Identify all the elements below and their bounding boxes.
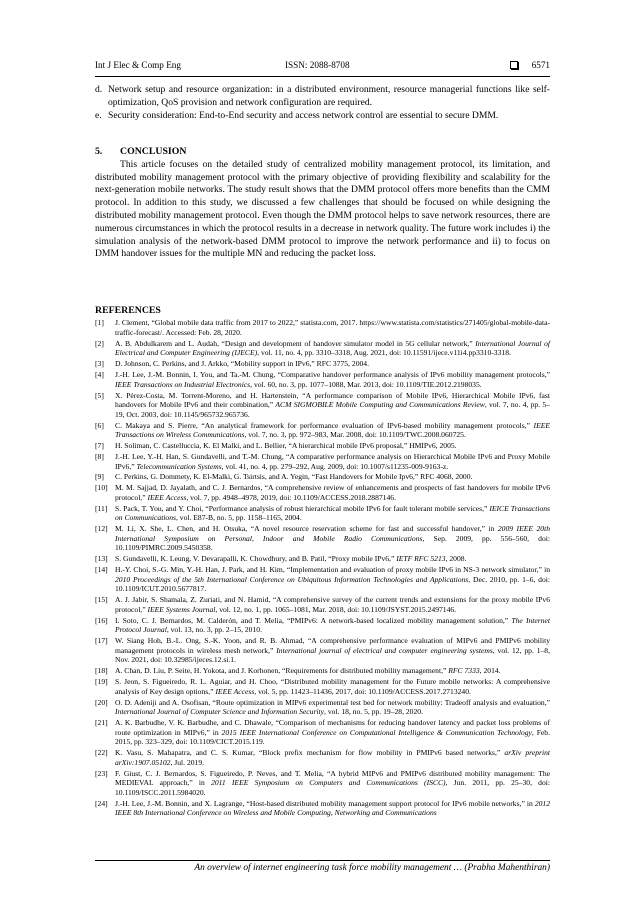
reference-text — [115, 677, 550, 696]
reference-item — [95, 391, 550, 420]
reference-number: [23] — [95, 768, 108, 778]
reference-text — [115, 718, 550, 747]
header-rule — [95, 76, 550, 77]
reference-details: , vol. E87-B, no. 5, pp. 1158–1165, 2004. — [175, 513, 302, 523]
reference-text — [115, 339, 550, 358]
reference-text — [115, 483, 550, 502]
footer-rule — [95, 860, 550, 861]
list-text: Network setup and resource organization: in a distributed environment, resource managerial functions like self-optimization, QoS provision and network configuration are required. — [108, 84, 550, 108]
reference-item — [95, 748, 550, 767]
reference-venue: arXiv preprint arXiv:1907.05102 — [115, 748, 550, 767]
reference-text — [115, 565, 550, 594]
reference-venue: International Journal of Computer Science and Information Security — [115, 707, 325, 717]
reference-text — [115, 452, 550, 471]
conclusion-paragraph: This article focuses on the detailed study of centralized mobility management protocol, its limitation, and distributed mobility management protocol with the primary objective of providing flexibility and scalability for the next-generation mobile networks. The study result shows that the DMM protocol offers more benefits than the CMM protocol. In addition to this study, we discussed a few challenges that should be focused on while designing the distributed mobility management protocol. Even though the DMM protocol helps to save network resources, there are numerous circumstances in which the protocol results in a decrease in network quality. The future work includes i) the simulation analysis of the network-based DMM protocol to improve the network performance and ii) to focus on DMM handover issues for the multiple MN and reducing the packet loss. — [95, 158, 550, 260]
reference-body: M. Li, X. She, L. Chen, and H. Otsuka, “A novel resource reservation scheme for fast and successful handover,” in — [115, 524, 498, 534]
reference-body: C. Perkins, G. Dommety, K. El-Malki, G. Tsirtsis, and A. Yegin, “Fast Handovers for Mobile Ipv6,” RFC 4068, 2000. — [115, 472, 473, 482]
reference-body: A. J. Jabir, S. Shamala, Z. Zuriati, and N. Hamid, “A comprehensive survey of the current trends and extensions for the proxy mobile IPv6 protocol,” — [115, 595, 550, 614]
reference-venue: 2012 IEEE 8th International Conference on Wireless and Mobile Computing, Networking and Communications — [115, 798, 550, 818]
reference-details: , vol. 60, no. 3, pp. 1077–1088, Mar. 2013, doi: 10.1109/TIE.2012.2198035. — [250, 379, 482, 389]
reference-item — [95, 421, 550, 440]
reference-number: [15] — [95, 595, 108, 605]
reference-body: S. Pack, T. You, and Y. Choi, “Performance analysis of robust hierarchical mobile IPv6 for fault tolerant mobile services,” — [115, 503, 490, 513]
reference-text — [115, 370, 550, 389]
list-item — [95, 84, 550, 109]
reference-details: , vol. 13, no. 3, pp. 2–15, 2010. — [166, 625, 262, 635]
list-marker: e. — [95, 110, 102, 122]
reference-number: [8] — [95, 452, 104, 461]
reference-number: [16] — [95, 615, 108, 625]
reference-item — [95, 339, 550, 358]
reference-body: J.-H. Lee, J.-M. Bonnin, and X. Lagrange, “Host-based distributed mobility management support protocol for IPv6 mobile networks,” in — [115, 798, 535, 808]
reference-venue: IEEE Systems Journal — [147, 604, 216, 614]
reference-body: W. Siang Hoh, B.-L. Ong, S.-K. Yoon, and R. B. Ahmad, “A comprehensive performance evaluation of MIPv6 and PMIPv6 mobility management protocols in wireless mesh network,” — [115, 636, 550, 655]
reference-item — [95, 565, 550, 594]
reference-text — [115, 441, 550, 451]
reference-details: , vol. 7, no. 3, pp. 972–983, Mar. 2008, doi: 10.1109/TWC.2008.060725. — [244, 430, 466, 440]
reference-venue: ACM SIGMOBILE Mobile Computing and Communications Review — [275, 400, 485, 410]
reference-details: , vol. 11, no. 4, pp. 3310–3318, Aug. 2021, doi: 10.11591/ijece.v11i4.pp3310-3318. — [257, 348, 511, 358]
reference-body: J.-H. Lee, J.-M. Bonnin, I. You, and Ta.-M. Chung, “Comparative handover performance analysis of IPv6 mobility management protocols,” — [115, 370, 550, 380]
reference-details: , Jun. 2011, pp. 25–30, doi: 10.1109/ISCC.2011.5984020. — [115, 778, 550, 797]
reference-details: , vol. 18, no. 5, pp. 19–28, 2020. — [324, 707, 423, 717]
reference-details: , Feb. 2015, pp. 323–329, doi: 10.1109/CICT.2015.119. — [115, 727, 550, 747]
reference-body: S. Gundavelli, K. Leung, V. Devarapalli, K. Chowdhury, and B. Patil, “Proxy mobile IPv6,” — [115, 554, 397, 564]
reference-item — [95, 359, 550, 369]
reference-body: J.-H. Lee, Y.-H. Han, S. Gundavelli, and T.-M. Chung, “A comparative performance analysis on Hierarchical Mobile IPv6 and Proxy Mobile IPv6,” — [115, 452, 550, 471]
reference-venue: 2010 Proceedings of the 5th International Conference on Ubiquitous Information Technologies and Applications — [115, 574, 469, 584]
reference-number: [7] — [95, 441, 104, 451]
reference-item — [95, 524, 550, 553]
reference-number: [9] — [95, 472, 104, 482]
section-title: CONCLUSION — [120, 145, 187, 157]
reference-text — [115, 799, 550, 818]
reference-number: [24] — [95, 798, 108, 808]
reference-number: [3] — [95, 359, 104, 369]
page-header — [95, 60, 550, 74]
reference-item — [95, 677, 550, 696]
reference-item — [95, 799, 550, 818]
reference-item — [95, 441, 550, 451]
reference-text — [115, 595, 550, 614]
reference-text — [115, 666, 550, 676]
reference-item — [95, 666, 550, 676]
reference-details: , Dec. 2010, pp. 1–6, doi: 10.1109/ICUT.2010.5677817. — [115, 574, 550, 594]
reference-item — [95, 718, 550, 747]
reference-number: [20] — [95, 697, 108, 707]
reference-item — [95, 483, 550, 502]
reference-body: C. Makaya and S. Pierre, “An analytical framework for performance evaluation of IPv6-based mobility management protocols,” — [115, 420, 534, 430]
reference-item — [95, 769, 550, 798]
reference-venue: IETF RFC 5213 — [396, 554, 446, 564]
reference-body: H. Soliman, C. Castelluccia, K. El Malki, and L. Bellier, “A hierarchical mobile IPv6 proposal,” HMIPv6, 2005. — [115, 441, 457, 451]
reference-venue: 2011 IEEE Symposium on Computers and Communications (ISCC) — [211, 778, 446, 788]
reference-venue: IEEE Access — [215, 686, 255, 696]
reference-list — [95, 318, 550, 818]
conclusion-heading — [95, 146, 550, 157]
section-number: 5. — [95, 145, 103, 157]
reference-number: [19] — [95, 677, 108, 687]
reference-number: [10] — [95, 483, 108, 493]
reference-number: [1] — [95, 318, 104, 328]
reference-text — [115, 318, 550, 337]
reference-body: J. Clement, “Global mobile data traffic from 2017 to 2022,” statista.com, 2017. https://www.statista.com/statistics/271405/global-mobile-data-traffic-forecast/. Accessed: Feb. 28, 2020. — [115, 318, 550, 337]
reference-number: [18] — [95, 666, 108, 676]
reference-body: O. D. Adeniji and A. Osofisan, “Route optimization in MIPv6 experimental test bed for network mobility: Tradeoff analysis and evaluation,” — [115, 697, 550, 707]
reference-number: [6] — [95, 420, 104, 430]
reference-details: , vol. 7, no. 4, pp. 5–19, Oct. 2003, doi: 10.1145/965732.965736. — [115, 400, 550, 419]
reference-item — [95, 370, 550, 389]
reference-number: [5] — [95, 390, 104, 400]
reference-number: [4] — [95, 370, 104, 380]
reference-venue: RFC 7333 — [448, 666, 480, 676]
issn: ISSN: 2088-8708 — [285, 60, 350, 70]
reference-venue: International Journal of Electrical and Computer Engineering (IJECE) — [115, 338, 550, 358]
reference-details: , vol. 7, pp. 4948–4978, 2019, doi: 10.1109/ACCESS.2018.2887146. — [186, 492, 396, 502]
reference-text — [115, 524, 550, 553]
reference-body: X. Pérez-Costa, M. Torrent-Moreno, and H. Hartenstein, “A performance comparison of Mobile IPv6, Hierarchical Mobile IPv6, fast handovers for Mobile IPv6 and their combination,” — [115, 390, 550, 410]
page-content — [95, 84, 550, 819]
reference-details: , vol. 12, pp. 1–8, Nov. 2021, doi: 10.32985/ijeces.12.si.1. — [115, 645, 550, 665]
reference-details: , vol. 41, no. 4, pp. 279–292, Aug. 2009, doi: 10.1007/s11235-009-9163-z. — [221, 461, 449, 471]
reference-item — [95, 616, 550, 635]
reference-item — [95, 595, 550, 614]
list-text: Security consideration: End-to-End security and access network control are essential to secure DMM. — [108, 110, 499, 122]
reference-details: , vol. 12, no. 1, pp. 1065–1081, Mar. 2018, doi: 10.1109/JSYST.2015.2497146. — [215, 604, 457, 614]
item-list — [95, 84, 550, 123]
reference-details: , 2008. — [445, 554, 467, 564]
reference-item — [95, 318, 550, 337]
reference-number: [12] — [95, 524, 108, 534]
reference-body: F. Giust, C. J. Bernardos, S. Figueiredo, P. Neves, and T. Melia, “A hybrid MIPv6 and PMIPv6 distributed mobility management: The MEDIEVAL approach,” in — [115, 768, 550, 788]
reference-body: H.-Y. Choi, S.-G. Min, Y.-H. Han, J. Park, and H. Kim, “Implementation and evaluation of proxy mobile IPv6 in NS-3 network simulator,” in — [115, 565, 550, 575]
reference-body: I. Soto, C. J. Bernardos, M. Calderón, and T. Melia, “PMIPv6: A network-based localized mobility management solution,” — [115, 615, 512, 625]
reference-details: , Jul. 2019. — [170, 757, 205, 767]
reference-details: , Sep. 2009, pp. 556–560, doi: 10.1109/PIMRC.2009.5450358. — [115, 533, 550, 553]
reference-item — [95, 698, 550, 717]
reference-number: [2] — [95, 338, 104, 348]
reference-text — [115, 636, 550, 665]
reference-text — [115, 748, 550, 767]
reference-text — [115, 698, 550, 717]
page-footer: An overview of internet engineering task force mobility management … (Prabha Mahenthiran) — [194, 863, 550, 873]
reference-text — [115, 472, 550, 482]
reference-venue: IEICE Transactions on Communications — [115, 503, 551, 523]
reference-item — [95, 452, 550, 471]
reference-item — [95, 636, 550, 665]
reference-text — [115, 391, 550, 420]
reference-number: [21] — [95, 718, 108, 728]
reference-body: A. B. Abdulkarem and L. Audah, “Design and development of handover simulator model in 5G cellular network,” — [115, 338, 476, 348]
reference-number: [22] — [95, 748, 108, 758]
reference-item — [95, 472, 550, 482]
reference-item — [95, 554, 550, 564]
list-marker: d. — [95, 84, 103, 95]
reference-text — [115, 616, 550, 635]
reference-text — [115, 769, 550, 798]
reference-venue: IEEE Transactions on Industrial Electronics — [115, 379, 251, 389]
reference-venue: Telecommunication Systems — [136, 461, 222, 471]
reference-details: , vol. 5, pp. 11423–11436, 2017, doi: 10.1109/ACCESS.2017.2713240. — [254, 686, 471, 696]
reference-body: M. M. Sajjad, D. Jayalath, and C. J. Bernardos, “A comprehensive review of enhancements and prospects of fast handovers for mobile IPv6 protocol,” — [115, 483, 550, 502]
references-heading: REFERENCES — [95, 305, 161, 317]
reference-body: A. Chan, D. Liu, P. Seite, H. Yokota, and J. Korhonen, “Requirements for distributed mobility management,” — [115, 666, 449, 676]
page-number: 6571 — [531, 60, 550, 70]
reference-venue: IEEE Access — [147, 492, 187, 502]
reference-number: [17] — [95, 636, 108, 646]
reference-body: A. K. Barbudhe, V. K. Barbudhe, and C. Dhawale, “Comparison of mechanisms for reducing handover latency and packet loss problems of route optimization in MIPv6,” in — [115, 718, 550, 737]
square-outline-icon — [510, 61, 518, 69]
journal-name: Int J Elec & Comp Eng — [95, 60, 181, 70]
list-item — [95, 110, 550, 123]
reference-body: K. Vasu, S. Mahapatra, and C. S. Kumar, “Block prefix mechanism for flow mobility in PMIPv6 based networks,” — [115, 748, 505, 758]
reference-number: [11] — [95, 503, 108, 513]
reference-item — [95, 504, 550, 523]
reference-number: [14] — [95, 565, 108, 575]
reference-venue: 2009 IEEE 20th International Symposium on Personal, Indoor and Mobile Radio Communications — [115, 524, 550, 543]
reference-text — [115, 359, 550, 369]
reference-venue: The Internet Protocol Journal — [115, 615, 550, 635]
reference-body: D. Johnson, C. Perkins, and J. Arkko, “Mobility support in IPv6,” RFC 3775, 2004. — [115, 359, 369, 369]
reference-number: [13] — [95, 554, 108, 564]
reference-text — [115, 421, 550, 440]
reference-text — [115, 554, 550, 564]
reference-venue: International journal of electrical and computer engineering systems — [276, 645, 493, 655]
reference-details: , 2014. — [479, 666, 501, 676]
reference-body: S. Jeon, S. Figueiredo, R. L. Aguiar, and H. Choo, “Distributed mobility management for the Future mobile networks: A comprehensive analysis of Key design options,” — [115, 677, 550, 696]
reference-text — [115, 504, 550, 523]
reference-venue: IEEE Transactions on Wireless Communications — [115, 420, 550, 440]
reference-venue: 2015 IEEE International Conference on Computational Intelligence & Communication Technology — [221, 727, 532, 737]
